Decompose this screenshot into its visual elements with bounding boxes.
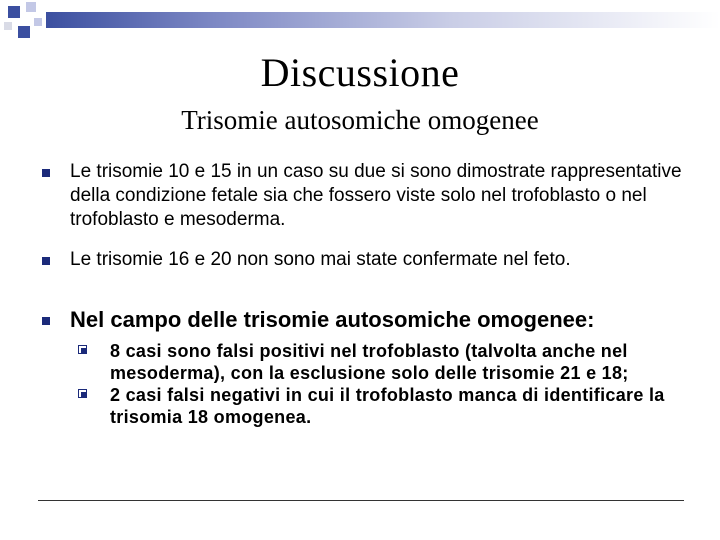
bullet-item	[42, 160, 682, 232]
hollow-square-bullet-icon	[78, 389, 87, 398]
bullet-text: Le trisomie 16 e 20 non sono mai state confermate nel feto.	[70, 249, 571, 270]
corner-square-decoration	[34, 18, 42, 26]
bullet-item	[42, 248, 682, 272]
square-bullet-icon	[42, 317, 50, 325]
slide-subtitle: Trisomie autosomiche omogenee	[181, 105, 539, 135]
corner-square-decoration	[18, 26, 30, 38]
bullet-text: Le trisomie 10 e 15 in un caso su due si sono dimostrate rappresentative della condizione fetale sia che fossero viste solo nel trofoblasto o nel trofoblasto e mesoderma.	[70, 161, 682, 230]
slide-title: Discussione	[260, 50, 460, 95]
hollow-square-bullet-icon	[78, 345, 87, 354]
sub-bullet-text: 2 casi falsi negativi in cui il trofoblasto manca di identificare la trisomia 18 omogenea.	[110, 385, 665, 427]
sub-bullet-item	[78, 340, 682, 384]
bottom-divider	[38, 500, 684, 501]
sub-bullet-text: 8 casi sono falsi positivi nel trofoblasto (talvolta anche nel mesoderma), con la esclusione solo delle trisomie 21 e 18;	[110, 341, 629, 383]
bullet-text: Nel campo delle trisomie autosomiche omogenee:	[70, 307, 595, 332]
sub-bullet-item	[78, 384, 682, 428]
bullet-item	[42, 306, 682, 428]
corner-square-decoration	[8, 6, 20, 18]
bullet-list	[42, 160, 682, 428]
square-bullet-icon	[42, 169, 50, 177]
square-bullet-icon	[42, 257, 50, 265]
corner-square-decoration	[4, 22, 12, 30]
corner-square-decoration	[26, 2, 36, 12]
sub-bullet-list	[78, 340, 682, 428]
header-gradient-bar	[46, 12, 720, 28]
